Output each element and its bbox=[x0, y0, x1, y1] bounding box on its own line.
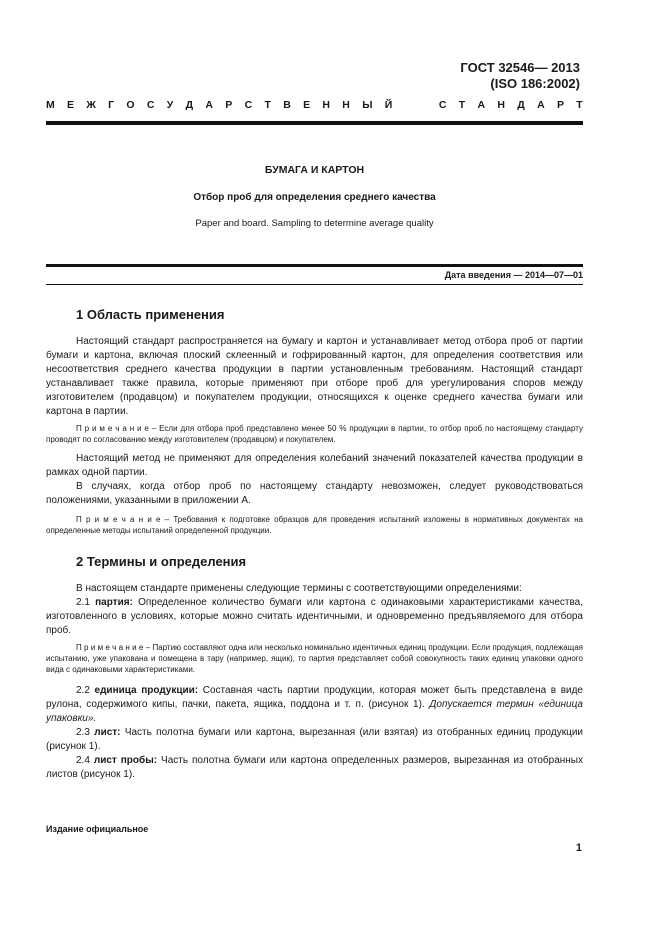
note-text: – Если для отбора проб представлено менее 50 % продукции в партии, то отбор проб по настоящему стандарту проводят по согласованию между изготовителем (продавцом) и покупателем. bbox=[46, 424, 584, 444]
banner-letter: Г bbox=[108, 99, 115, 111]
banner-letter: Р bbox=[556, 99, 564, 111]
introduction-date: Дата введения — 2014—07—01 bbox=[444, 270, 583, 280]
term-2-2: 2.2 единица продукции: Составная часть партии продукции, которая может быть представлена в виде рулона, содержимого кипы, пачки, пакета, ящика, поддона и т. п. (рисунок 1). Допускается термин «единица упаковки». bbox=[46, 685, 583, 724]
term-2-1-name: партия: bbox=[95, 597, 133, 608]
banner-letter: Е bbox=[67, 99, 75, 111]
section-2-intro: В настоящем стандарте применены следующие термины с соответствующими определениями: bbox=[76, 583, 522, 594]
banner-letter: Н bbox=[322, 99, 330, 111]
interstate-standard-banner bbox=[46, 99, 583, 111]
banner-letter: О bbox=[126, 99, 135, 111]
banner-letter: Т bbox=[458, 99, 466, 111]
banner-letter: Т bbox=[576, 99, 583, 111]
banner-letter: А bbox=[205, 99, 213, 111]
document-title: БУМАГА И КАРТОН bbox=[264, 164, 365, 176]
date-rule bbox=[46, 284, 583, 285]
note-text: – Партию составляют одна или несколько номинально идентичных единиц продукции. Если продукция, подлежащая испытанию, уже упакована и помещена в тару (например, ящик), то партия представляет собой совокупность таких единиц упаковки одного вида с одинаковыми характеристиками. bbox=[46, 643, 584, 674]
section-1-paragraphs-2-3 bbox=[46, 452, 583, 508]
term-2-2-name: единица продукции: bbox=[94, 685, 199, 696]
banner-letter: А bbox=[537, 99, 545, 111]
document-subtitle-ru: Отбор проб для определения среднего качества bbox=[193, 192, 436, 203]
gost-number: ГОСТ 32546— 2013 bbox=[460, 60, 580, 75]
iso-number: (ISO 186:2002) bbox=[490, 76, 580, 91]
banner-letter: В bbox=[283, 99, 291, 111]
banner-letter: С bbox=[438, 99, 447, 111]
section-1-paragraph-1: Настоящий стандарт распространяется на бумагу и картон и устанавливает метод отбора проб от партии бумаги и картона, включая плоский склеенный и гофрированный картон, для определения соответствия или несоответствия среднего качества продукции в партии установленным требованиям. Настоящий стандарт устанавливает также правила, которые применяют при отборе проб для урегулирования споров между изготовителем (продавцом) и покупателем продукции, относящихся к оценке среднего качества бумаги или картона в партии. bbox=[46, 336, 583, 417]
term-2-4-name: лист пробы: bbox=[93, 755, 158, 766]
section-2-heading: 2 Термины и определения bbox=[76, 554, 247, 569]
banner-letter: Ы bbox=[362, 99, 373, 111]
banner-letter: Р bbox=[225, 99, 233, 111]
section-2-note bbox=[46, 642, 583, 675]
term-2-2-note: Допускается термин «единица упаковки». bbox=[46, 699, 583, 724]
header-rule bbox=[46, 121, 583, 125]
banner-letter: Д bbox=[517, 99, 525, 111]
banner-letter: Н bbox=[342, 99, 350, 111]
note-label: П р и м е ч а н и е bbox=[76, 424, 149, 433]
banner-letter: Т bbox=[264, 99, 271, 111]
banner-letter: М bbox=[46, 99, 55, 111]
banner-letter: Д bbox=[185, 99, 194, 111]
banner-letter: С bbox=[146, 99, 155, 111]
section-2-intro-block bbox=[46, 582, 583, 638]
official-edition-label: Издание официальное bbox=[46, 824, 149, 834]
term-2-1: 2.1 партия: Определенное количество бумаги или картона с одинаковыми характеристиками качества, изготовленного в условиях, которые можно считать идентичными, и одновременно предъявляемого для отбора проб. bbox=[46, 597, 584, 636]
term-2-3-name: лист: bbox=[94, 727, 121, 738]
note-label: П р и м е ч а н и е bbox=[76, 643, 144, 652]
term-2-4: 2.4 лист пробы: Часть полотна бумаги или картона определенных размеров, вырезанная из отобранных листов (рисунок 1). bbox=[46, 755, 583, 780]
section-1-heading: 1 Область применения bbox=[76, 307, 225, 322]
title-rule bbox=[46, 264, 583, 267]
note-label: П р и м е ч а н и е bbox=[76, 515, 161, 524]
banner-letter: У bbox=[166, 99, 174, 111]
banner-word-gap bbox=[405, 99, 427, 111]
banner-letter: Н bbox=[497, 99, 505, 111]
banner-letter: С bbox=[244, 99, 253, 111]
document-subtitle-en: Paper and board. Sampling to determine average quality bbox=[195, 218, 434, 229]
section-2-terms bbox=[46, 684, 583, 782]
note-text: – Требования к подготовке образцов для проведения испытаний изложены в нормативных документах на определенные методы испытаний определенной продукции. bbox=[46, 515, 584, 535]
gost-header bbox=[430, 60, 580, 92]
banner-letter: А bbox=[477, 99, 486, 111]
banner-letter: Е bbox=[303, 99, 311, 111]
section-1-note-1 bbox=[46, 423, 583, 445]
section-1-note-2 bbox=[46, 514, 583, 536]
section-1-paragraph-2: Настоящий метод не применяют для определения колебаний значений показателей качества продукции в рамках одной партии. bbox=[46, 453, 583, 478]
banner-letter: Й bbox=[384, 99, 393, 111]
page-number: 1 bbox=[575, 842, 582, 854]
banner-letter: Ж bbox=[86, 99, 96, 111]
term-2-3: 2.3 лист: Часть полотна бумаги или картона, вырезанная (или взятая) из отобранных единиц продукции (рисунок 1). bbox=[46, 727, 583, 752]
section-1-paragraph-3: В случаях, когда отбор проб по настоящему стандарту невозможен, следует руководствоваться положениями, указанными в приложении А. bbox=[46, 481, 583, 506]
